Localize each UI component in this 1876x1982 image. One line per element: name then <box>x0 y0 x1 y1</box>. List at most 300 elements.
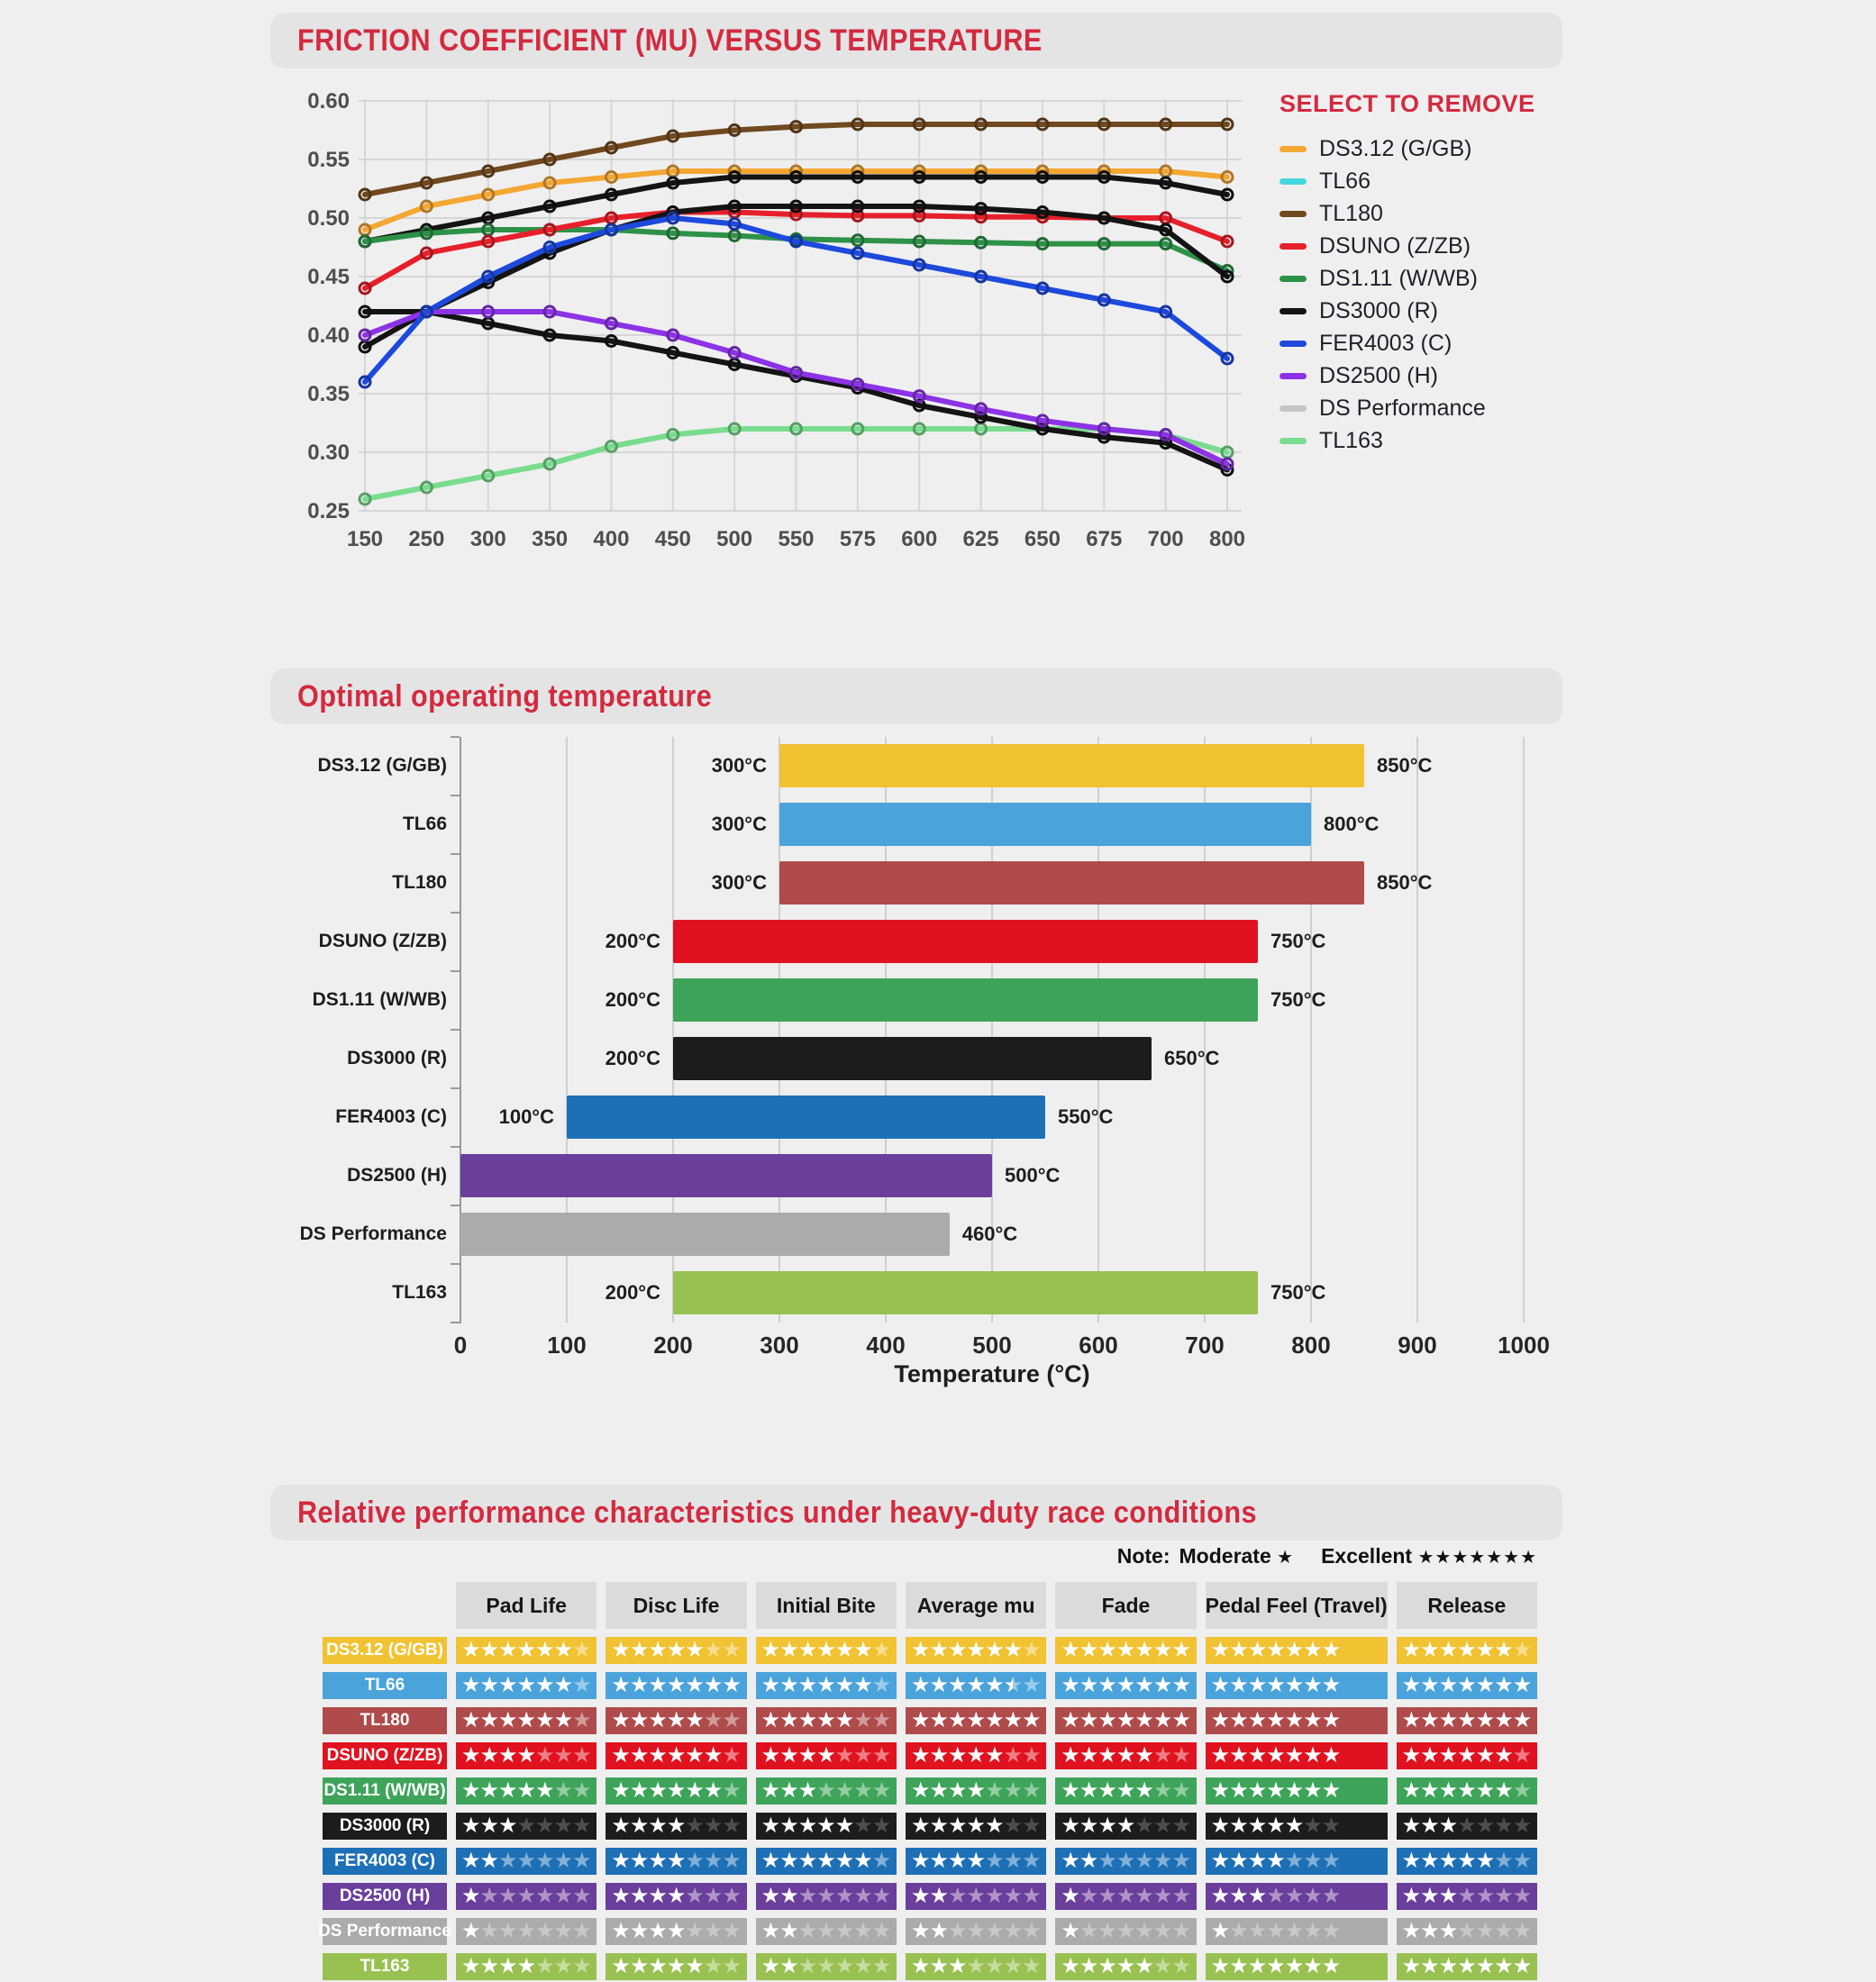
star-icon: ★ <box>1097 1778 1116 1803</box>
star-icon: ★ <box>1061 1954 1079 1978</box>
star-icon: ★ <box>1152 1849 1172 1873</box>
star-icon: ★ <box>1097 1814 1116 1838</box>
star-icon: ★ <box>1003 1814 1023 1838</box>
y-tick-label: 0.45 <box>307 265 350 289</box>
star-icon: ★ <box>572 1743 591 1768</box>
star-icon: ★ <box>1061 1673 1079 1697</box>
row-label: DS2500 (H) <box>323 1883 447 1910</box>
star-icon: ★ <box>1303 1743 1322 1768</box>
star-icon: ★ <box>648 1849 667 1873</box>
star-icon: ★ <box>966 1919 986 1943</box>
star-icon: ★ <box>1022 1638 1041 1662</box>
star-icon: ★ <box>929 1778 949 1803</box>
star-icon: ★ <box>1003 1954 1023 1978</box>
star-icon: ★ <box>1210 1638 1230 1662</box>
star-icon: ★ <box>1420 1778 1439 1803</box>
star-icon: ★ <box>1420 1673 1439 1697</box>
star-icon: ★ <box>1475 1814 1495 1838</box>
star-icon: ★ <box>685 1884 704 1908</box>
x-tick-label: 350 <box>532 527 569 551</box>
temp-range-bar <box>779 861 1364 905</box>
star-icon: ★ <box>666 1778 686 1803</box>
column-header: Disc Life <box>606 1582 746 1629</box>
axis-tick <box>451 1087 460 1089</box>
star-icon: ★ <box>1079 1638 1098 1662</box>
star-icon: ★ <box>1420 1884 1439 1908</box>
temp-range-bar <box>460 1154 992 1197</box>
bar-row-label: DS3.12 (G/GB) <box>317 755 447 776</box>
rating-cell <box>906 1918 1046 1945</box>
star-icon: ★ <box>685 1849 704 1873</box>
star-icon: ★ <box>871 1919 891 1943</box>
temp-range-bar <box>567 1096 1045 1139</box>
star-icon: ★ <box>1494 1778 1513 1803</box>
star-icon: ★ <box>816 1919 835 1943</box>
star-icon: ★ <box>1079 1849 1098 1873</box>
star-icon: ★ <box>834 1638 854 1662</box>
star-icon: ★ <box>1401 1673 1421 1697</box>
star-icon: ★ <box>1247 1673 1267 1697</box>
star-icon: ★ <box>985 1778 1004 1803</box>
star-icon: ★ <box>479 1814 499 1838</box>
star-icon: ★ <box>1420 1743 1439 1768</box>
star-icon: ★ <box>966 1849 986 1873</box>
star-icon: ★ <box>1079 1743 1098 1768</box>
star-icon: ★ <box>1420 1954 1439 1978</box>
star-icon: ★ <box>948 1814 967 1838</box>
star-icon: ★ <box>666 1638 686 1662</box>
bar-start-label: 200°C <box>605 988 660 1011</box>
star-icon: ★ <box>911 1919 930 1943</box>
star-icon: ★ <box>1494 1919 1513 1943</box>
star-icon: ★ <box>1116 1743 1135 1768</box>
star-icon: ★ <box>703 1673 723 1697</box>
star-icon: ★ <box>929 1849 949 1873</box>
star-icon: ★ <box>1210 1884 1230 1908</box>
star-icon: ★ <box>1420 1814 1439 1838</box>
star-icon: ★ <box>1003 1708 1023 1732</box>
star-icon: ★ <box>461 1814 480 1838</box>
star-icon: ★ <box>1247 1884 1267 1908</box>
star-icon: ★ <box>629 1814 649 1838</box>
rating-cell <box>456 1848 596 1875</box>
star-icon: ★ <box>1134 1919 1153 1943</box>
rating-cell <box>606 1953 746 1980</box>
star-icon: ★ <box>1097 1884 1116 1908</box>
star-icon: ★ <box>1061 1638 1079 1662</box>
star-icon: ★ <box>929 1884 949 1908</box>
star-icon: ★ <box>1247 1638 1267 1662</box>
rating-cell <box>606 1672 746 1699</box>
star-icon: ★ <box>948 1849 967 1873</box>
axis-tick <box>451 970 460 972</box>
star-icon: ★ <box>779 1778 798 1803</box>
star-icon: ★ <box>1022 1884 1041 1908</box>
star-icon: ★ <box>1152 1954 1172 1978</box>
star-icon: ★ <box>572 1638 591 1662</box>
star-icon: ★ <box>1494 1814 1513 1838</box>
star-icon: ★ <box>1134 1708 1153 1732</box>
temp-range-bar <box>673 1271 1258 1314</box>
star-icon: ★ <box>1022 1673 1041 1697</box>
star-icon: ★ <box>1134 1849 1153 1873</box>
bar-start-label: 200°C <box>605 1281 660 1304</box>
rating-cell <box>1206 1777 1388 1805</box>
star-icon: ★ <box>1512 1919 1532 1943</box>
star-icon: ★ <box>966 1814 986 1838</box>
star-icon: ★ <box>1457 1849 1476 1873</box>
star-icon: ★ <box>535 1673 554 1697</box>
star-icon: ★ <box>1303 1778 1322 1803</box>
note-excellent-label: Excellent <box>1321 1544 1418 1568</box>
rating-cell <box>606 1777 746 1805</box>
column-header: Pedal Feel (Travel) <box>1206 1582 1388 1629</box>
star-icon: ★ <box>722 1919 741 1943</box>
ratings-section-header <box>270 1485 1562 1541</box>
star-icon: ★ <box>1284 1919 1304 1943</box>
star-icon: ★ <box>1152 1673 1172 1697</box>
star-icon: ★ <box>985 1708 1004 1732</box>
star-icon: ★ <box>629 1708 649 1732</box>
x-tick-label: 300 <box>469 527 506 551</box>
star-icon: ★ <box>1079 1673 1098 1697</box>
star-icon: ★ <box>1321 1884 1341 1908</box>
star-icon: ★ <box>797 1849 817 1873</box>
star-icon: ★ <box>797 1778 817 1803</box>
star-icon: ★ <box>1420 1849 1439 1873</box>
star-icon: ★ <box>1438 1638 1458 1662</box>
temperature-axis-label: Temperature (°C) <box>894 1360 1090 1387</box>
star-icon: ★ <box>1134 1673 1153 1697</box>
star-icon: ★ <box>929 1673 949 1697</box>
bar-row-label: TL180 <box>392 872 447 893</box>
star-icon: ★ <box>1247 1954 1267 1978</box>
x-tick-label: 800 <box>1208 527 1246 551</box>
star-icon: ★ <box>1457 1884 1476 1908</box>
star-icon: ★ <box>648 1778 667 1803</box>
x-tick-label: 400 <box>593 527 630 551</box>
star-icon: ★ <box>479 1884 499 1908</box>
bar-row-label: DS3000 (R) <box>347 1048 447 1068</box>
star-icon: ★ <box>1284 1884 1304 1908</box>
star-icon: ★ <box>1022 1708 1041 1732</box>
bar-end-label: 850°C <box>1377 754 1433 777</box>
rating-cell <box>606 1883 746 1910</box>
star-icon: ★ <box>779 1954 798 1978</box>
legend-item-label: DS2500 (H) <box>1319 362 1438 388</box>
bar-row-label: DS2500 (H) <box>347 1165 447 1186</box>
star-icon: ★ <box>648 1884 667 1908</box>
rating-cell <box>1397 1918 1537 1945</box>
star-icon: ★ <box>1303 1708 1322 1732</box>
star-icon: ★ <box>797 1743 817 1768</box>
star-icon: ★ <box>1022 1849 1041 1873</box>
star-icon: ★ <box>1475 1708 1495 1732</box>
star-icon: ★ <box>1475 1849 1495 1873</box>
x-tick-label: 550 <box>778 527 815 551</box>
star-icon: ★ <box>1134 1954 1153 1978</box>
rating-cell <box>456 1918 596 1945</box>
star-icon: ★ <box>1229 1919 1248 1943</box>
axis-tick <box>451 1029 460 1031</box>
column-header: Initial Bite <box>756 1582 897 1629</box>
star-icon: ★ <box>1134 1638 1153 1662</box>
rating-cell <box>456 1742 596 1769</box>
star-icon: ★ <box>834 1778 854 1803</box>
star-icon: ★ <box>498 1778 517 1803</box>
star-icon: ★ <box>1097 1708 1116 1732</box>
star-icon: ★ <box>1303 1954 1322 1978</box>
star-icon: ★ <box>1152 1884 1172 1908</box>
star-icon: ★ <box>1097 1638 1116 1662</box>
star-icon: ★ <box>1438 1708 1458 1732</box>
star-icon: ★ <box>666 1673 686 1697</box>
star-icon: ★ <box>611 1849 630 1873</box>
star-icon: ★ <box>1229 1884 1248 1908</box>
star-icon: ★ <box>834 1708 854 1732</box>
star-icon: ★ <box>1079 1778 1098 1803</box>
star-icon: ★ <box>611 1778 630 1803</box>
star-icon: ★ <box>1003 1673 1023 1697</box>
row-label: TL163 <box>323 1953 447 1980</box>
rating-cell <box>1397 1953 1537 1980</box>
star-icon: ★ <box>1003 1884 1023 1908</box>
bar-start-label: 200°C <box>605 1047 660 1069</box>
bar-end-label: 550°C <box>1058 1105 1114 1128</box>
star-icon: ★ <box>1116 1778 1135 1803</box>
star-icon: ★ <box>1171 1638 1190 1662</box>
x-tick-label: 1000 <box>1498 1332 1550 1359</box>
star-icon: ★ <box>1003 1778 1023 1803</box>
rating-cell <box>756 1672 897 1699</box>
bar-row-label: TL163 <box>392 1282 447 1303</box>
star-icon: ★ <box>516 1849 536 1873</box>
axis-tick <box>451 1205 460 1206</box>
star-icon: ★ <box>1401 1919 1421 1943</box>
rating-cell <box>906 1848 1046 1875</box>
star-icon: ★ <box>572 1778 591 1803</box>
star-icon: ★ <box>1210 1778 1230 1803</box>
star-icon: ★ <box>1321 1919 1341 1943</box>
star-icon: ★ <box>498 1884 517 1908</box>
star-icon: ★ <box>760 1743 780 1768</box>
rating-cell <box>1397 1848 1537 1875</box>
star-icon: ★ <box>1152 1919 1172 1943</box>
star-icon: ★ <box>479 1919 499 1943</box>
star-icon: ★ <box>1171 1673 1190 1697</box>
star-icon: ★ <box>1303 1673 1322 1697</box>
legend-item-label: FER4003 (C) <box>1319 330 1453 356</box>
bar-row-label: DSUNO (Z/ZB) <box>318 931 447 951</box>
star-icon: ★ <box>1116 1673 1135 1697</box>
star-icon: ★ <box>911 1884 930 1908</box>
rating-cell <box>906 1777 1046 1805</box>
temp-range-bar <box>673 978 1258 1022</box>
star-icon: ★ <box>1284 1849 1304 1873</box>
star-icon: ★ <box>834 1919 854 1943</box>
star-icon: ★ <box>1061 1743 1079 1768</box>
star-icon: ★ <box>1061 1708 1079 1732</box>
bar-row-label: DS Performance <box>299 1223 447 1244</box>
star-icon: ★ <box>1420 1638 1439 1662</box>
row-label: DS3.12 (G/GB) <box>323 1637 447 1664</box>
star-icon: ★ <box>722 1638 741 1662</box>
star-icon: ★ <box>479 1708 499 1732</box>
star-icon: ★ <box>1321 1638 1341 1662</box>
column-header: Average mu <box>906 1582 1046 1629</box>
rating-cell <box>756 1848 897 1875</box>
star-icon: ★ <box>985 1954 1004 1978</box>
star-icon: ★ <box>1401 1814 1421 1838</box>
star-icon: ★ <box>1438 1743 1458 1768</box>
star-icon: ★ <box>666 1814 686 1838</box>
star-icon: ★ <box>1247 1708 1267 1732</box>
star-icon: ★ <box>1321 1778 1341 1803</box>
rating-cell <box>756 1707 897 1734</box>
legend-item-label: TL163 <box>1319 427 1383 453</box>
star-icon: ★ <box>629 1849 649 1873</box>
star-icon: ★ <box>629 1743 649 1768</box>
x-tick-label: 250 <box>408 527 445 551</box>
column-header: Fade <box>1055 1582 1196 1629</box>
bar-end-label: 750°C <box>1270 1281 1326 1304</box>
y-tick-label: 0.30 <box>307 441 350 465</box>
star-icon: ★ <box>1134 1884 1153 1908</box>
star-icon: ★ <box>1321 1743 1341 1768</box>
rating-cell <box>756 1813 897 1840</box>
star-icon: ★ <box>797 1814 817 1838</box>
star-icon: ★ <box>1494 1638 1513 1662</box>
star-icon: ★ <box>1061 1919 1079 1943</box>
rating-cell <box>456 1883 596 1910</box>
star-icon: ★ <box>1152 1814 1172 1838</box>
bar-end-label: 850°C <box>1377 871 1433 894</box>
star-icon: ★ <box>1321 1673 1341 1697</box>
star-icon: ★ <box>611 1638 630 1662</box>
star-icon: ★ <box>929 1954 949 1978</box>
star-icon: ★ <box>498 1954 517 1978</box>
bar-end-label: 800°C <box>1324 813 1380 835</box>
star-icon: ★ <box>722 1814 741 1838</box>
star-icon: ★ <box>1401 1954 1421 1978</box>
x-tick-label: 200 <box>653 1332 693 1359</box>
rating-cell <box>1055 1777 1196 1805</box>
star-icon: ★ <box>1494 1673 1513 1697</box>
note-prefix: Note: <box>1116 1544 1170 1568</box>
star-icon: ★ <box>516 1814 536 1838</box>
star-icon: ★ <box>722 1849 741 1873</box>
star-icon: ★ <box>1457 1708 1476 1732</box>
star-icon: ★ <box>966 1954 986 1978</box>
star-icon: ★ <box>685 1954 704 1978</box>
star-icon: ★ <box>1438 1919 1458 1943</box>
star-icon: ★ <box>834 1673 854 1697</box>
ratings-grid <box>318 1582 1537 1980</box>
star-icon: ★ <box>1475 1743 1495 1768</box>
star-icon: ★ <box>853 1743 872 1768</box>
star-icon: ★ <box>1171 1708 1190 1732</box>
star-icon: ★ <box>1494 1884 1513 1908</box>
rating-cell <box>1206 1707 1388 1734</box>
temp-range-bar <box>779 803 1311 846</box>
rating-cell <box>1397 1742 1537 1769</box>
rating-cell <box>1055 1953 1196 1980</box>
axis-tick <box>451 1146 460 1148</box>
star-icon: ★ <box>1475 1638 1495 1662</box>
star-icon: ★ <box>1284 1743 1304 1768</box>
column-header: Release <box>1397 1582 1537 1629</box>
star-icon: ★ <box>629 1673 649 1697</box>
star-icon: ★ <box>629 1778 649 1803</box>
star-icon: ★ <box>985 1919 1004 1943</box>
star-icon: ★ <box>479 1849 499 1873</box>
temp-range-bar <box>460 1213 950 1256</box>
rating-cell <box>606 1813 746 1840</box>
star-icon: ★ <box>516 1743 536 1768</box>
star-icon: ★ <box>1152 1708 1172 1732</box>
rating-cell <box>906 1742 1046 1769</box>
note-moderate-label: Moderate <box>1179 1544 1278 1568</box>
star-icon: ★ <box>1116 1919 1135 1943</box>
star-icon: ★ <box>853 1778 872 1803</box>
star-icon: ★ <box>1512 1954 1532 1978</box>
star-icon: ★ <box>648 1708 667 1732</box>
star-icon: ★ <box>760 1954 780 1978</box>
star-icon: ★ <box>722 1954 741 1978</box>
star-icon: ★ <box>779 1638 798 1662</box>
x-tick-label: 800 <box>1291 1332 1331 1359</box>
star-icon: ★ <box>722 1884 741 1908</box>
star-icon: ★ <box>1284 1778 1304 1803</box>
star-icon: ★ <box>1152 1743 1172 1768</box>
star-icon: ★ <box>1247 1849 1267 1873</box>
star-icon: ★ <box>722 1673 741 1697</box>
temp-range-bar <box>673 920 1258 963</box>
bar-row-label: FER4003 (C) <box>335 1106 447 1127</box>
legend-item-label: DS3000 (R) <box>1319 297 1438 323</box>
star-icon: ★ <box>797 1919 817 1943</box>
star-icon: ★ <box>760 1884 780 1908</box>
star-icon: ★ <box>666 1884 686 1908</box>
star-icon: ★ <box>966 1778 986 1803</box>
star-icon: ★ <box>1210 1673 1230 1697</box>
star-icon: ★ <box>479 1638 499 1662</box>
rating-cell <box>456 1707 596 1734</box>
star-icon: ★ <box>1097 1849 1116 1873</box>
star-icon: ★ <box>1171 1919 1190 1943</box>
rating-cell <box>1397 1883 1537 1910</box>
star-icon: ★ <box>685 1814 704 1838</box>
star-icon: ★ <box>685 1638 704 1662</box>
x-tick-label: 900 <box>1398 1332 1437 1359</box>
star-icon: ★ <box>1229 1708 1248 1732</box>
star-icon: ★ <box>1512 1638 1532 1662</box>
rating-cell <box>1206 1953 1388 1980</box>
star-icon: ★ <box>1457 1673 1476 1697</box>
rating-cell <box>1397 1813 1537 1840</box>
star-icon: ★ <box>722 1708 741 1732</box>
legend-item-label: DS Performance <box>1319 395 1486 421</box>
y-tick-label: 0.60 <box>307 89 350 114</box>
star-icon: ★ <box>629 1954 649 1978</box>
star-icon: ★ <box>1116 1849 1135 1873</box>
star-icon: ★ <box>553 1919 573 1943</box>
star-icon: ★ <box>911 1778 930 1803</box>
star-icon: ★ <box>535 1919 554 1943</box>
x-tick-label: 700 <box>1147 527 1184 551</box>
star-icon: ★ <box>853 1954 872 1978</box>
star-icon: ★ <box>703 1849 723 1873</box>
